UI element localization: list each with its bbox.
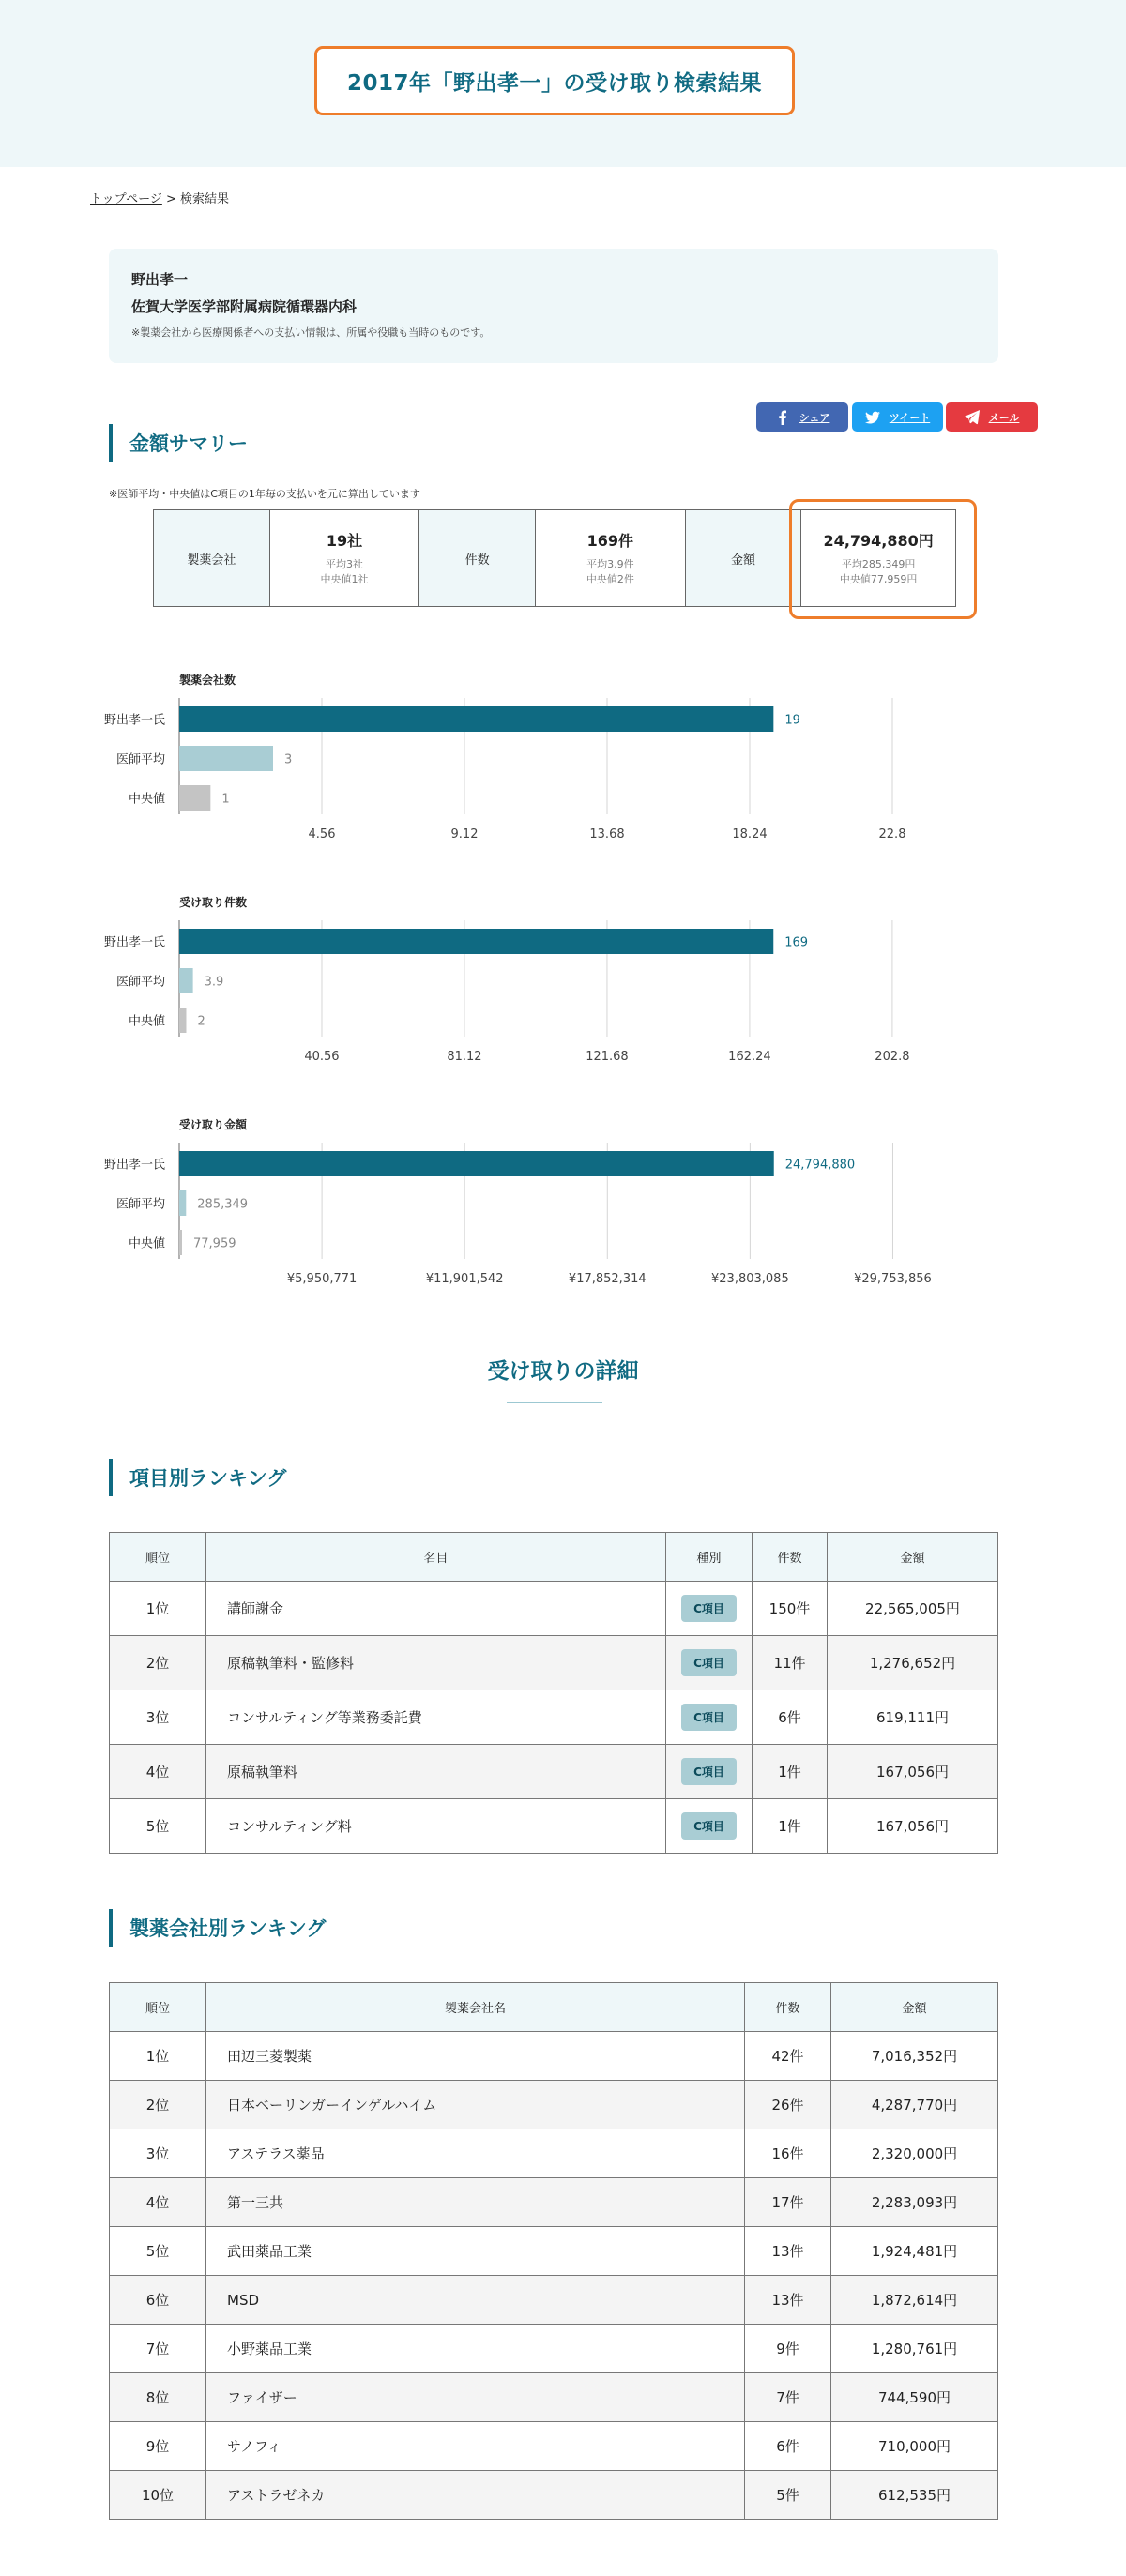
- amount-cell: 612,535円: [831, 2471, 998, 2520]
- item-ranking-header-row: [110, 1533, 998, 1582]
- breadcrumb: [90, 189, 229, 206]
- summary-companies-median: 中央値1社: [320, 573, 369, 585]
- summary-cases-median: 中央値2件: [586, 573, 634, 585]
- bar: [179, 1230, 182, 1255]
- rank-cell: 9位: [110, 2422, 206, 2471]
- summary-cases-cell: [536, 510, 686, 606]
- item-name-cell: コンサルティング等業務委託費: [206, 1690, 666, 1745]
- tick-label: 13.68: [589, 827, 625, 841]
- rank-cell: 5位: [110, 2227, 206, 2276]
- rank-cell: 2位: [110, 2081, 206, 2129]
- table-row: [110, 1745, 998, 1799]
- type-badge: C項目: [681, 1595, 737, 1622]
- value-label: 169: [784, 935, 809, 950]
- doctor-affiliation: 佐賀大学医学部附属病院循環器内科: [131, 298, 358, 315]
- column-header: 件数: [745, 1983, 831, 2032]
- column-header: 金額: [831, 1983, 998, 2032]
- category-label: 中央値: [128, 1014, 165, 1029]
- table-row: [110, 2276, 998, 2325]
- item-name-cell: 原稿執筆料: [206, 1745, 666, 1799]
- facebook-share-label: シェア: [799, 411, 830, 424]
- rank-cell: 2位: [110, 1636, 206, 1690]
- count-cell: 42件: [745, 2032, 831, 2081]
- count-cell: 6件: [753, 1690, 828, 1745]
- bar: [179, 929, 773, 954]
- type-cell: [666, 1582, 753, 1636]
- summary-companies-value: 19社: [326, 532, 363, 550]
- tick-label: 162.24: [728, 1050, 771, 1064]
- amount-cell: 22,565,005円: [828, 1582, 998, 1636]
- column-header: 順位: [110, 1983, 206, 2032]
- twitter-icon: [865, 410, 880, 425]
- summary-amount-value: 24,794,880円: [823, 532, 934, 550]
- summary-amount-avg: 平均285,349円: [841, 558, 916, 570]
- company-name-cell: 武田薬品工業: [206, 2227, 745, 2276]
- rank-cell: 4位: [110, 2178, 206, 2227]
- bar: [179, 785, 210, 811]
- item-name-cell: 講師謝金: [206, 1582, 666, 1636]
- tick-label: 40.56: [304, 1050, 340, 1064]
- rank-cell: 8位: [110, 2373, 206, 2422]
- amount-cell: 1,276,652円: [828, 1636, 998, 1690]
- category-label: 中央値: [128, 1236, 165, 1251]
- column-header: 製薬会社名: [206, 1983, 745, 2032]
- tick-label: ¥23,803,085: [711, 1272, 789, 1286]
- tick-label: 81.12: [447, 1050, 482, 1064]
- bar: [179, 706, 773, 732]
- table-row: [110, 1582, 998, 1636]
- type-badge: C項目: [681, 1704, 737, 1731]
- company-name-cell: 小野薬品工業: [206, 2325, 745, 2373]
- value-label: 1: [221, 792, 230, 807]
- count-cell: 13件: [745, 2227, 831, 2276]
- tick-label: 9.12: [450, 827, 479, 841]
- item-name-cell: コンサルティング料: [206, 1799, 666, 1854]
- type-cell: [666, 1690, 753, 1745]
- tweet-button[interactable]: [852, 402, 943, 432]
- rank-cell: 4位: [110, 1745, 206, 1799]
- company-ranking-table: [109, 1982, 998, 2520]
- table-row: [110, 2422, 998, 2471]
- table-row: [110, 1799, 998, 1854]
- company-name-cell: アステラス薬品: [206, 2129, 745, 2178]
- amount-cell: 2,283,093円: [831, 2178, 998, 2227]
- count-cell: 150件: [753, 1582, 828, 1636]
- mail-share-label: メール: [988, 411, 1020, 424]
- rank-cell: 6位: [110, 2276, 206, 2325]
- table-row: [110, 1690, 998, 1745]
- bar: [179, 746, 273, 771]
- chart-title: 受け取り件数: [179, 896, 248, 909]
- item-name-cell: 原稿執筆料・監修料: [206, 1636, 666, 1690]
- item-ranking-table: [109, 1532, 998, 1854]
- count-cell: 9件: [745, 2325, 831, 2373]
- breadcrumb-current: 検索結果: [180, 192, 230, 206]
- company-name-cell: ファイザー: [206, 2373, 745, 2422]
- summary-heading: 金額サマリー: [109, 424, 248, 462]
- table-row: [110, 2227, 998, 2276]
- type-cell: [666, 1799, 753, 1854]
- value-label: 77,959: [193, 1236, 236, 1251]
- company-name-cell: 第一三共: [206, 2178, 745, 2227]
- count-cell: 6件: [745, 2422, 831, 2471]
- amount-cell: 167,056円: [828, 1799, 998, 1854]
- hero-banner: [0, 0, 1126, 167]
- tick-label: ¥17,852,314: [568, 1272, 647, 1286]
- table-row: [110, 2471, 998, 2520]
- paper-plane-icon: [965, 410, 980, 425]
- facebook-share-button[interactable]: [756, 402, 848, 432]
- company-name-cell: 日本ベーリンガーインゲルハイム: [206, 2081, 745, 2129]
- doctor-name: 野出孝一: [131, 271, 189, 288]
- category-label: 医師平均: [115, 975, 165, 990]
- chart-title: 受け取り金額: [179, 1118, 248, 1131]
- summary-amount-label: 金額: [686, 510, 802, 606]
- breadcrumb-home-link[interactable]: トップページ: [90, 192, 162, 206]
- count-cell: 1件: [753, 1745, 828, 1799]
- detail-heading-underline: [507, 1402, 602, 1403]
- amount-cell: 167,056円: [828, 1745, 998, 1799]
- amount-highlight-frame: [789, 499, 977, 619]
- facebook-icon: [775, 410, 790, 425]
- count-cell: 7件: [745, 2373, 831, 2422]
- column-header: 順位: [110, 1533, 206, 1582]
- rank-cell: 3位: [110, 1690, 206, 1745]
- summary-companies-label: 製薬会社: [154, 510, 270, 606]
- tweet-label: ツイート: [889, 411, 931, 424]
- summary-companies-cell: [270, 510, 420, 606]
- rank-cell: 1位: [110, 1582, 206, 1636]
- detail-heading: 受け取りの詳細: [487, 1359, 639, 1384]
- bar: [179, 968, 193, 993]
- amount-cell: 1,280,761円: [831, 2325, 998, 2373]
- count-cell: 13件: [745, 2276, 831, 2325]
- profile-note: ※製薬会社から医療関係者への支払い情報は、所属や役職も当時のものです。: [131, 326, 491, 339]
- rank-cell: 10位: [110, 2471, 206, 2520]
- rank-cell: 5位: [110, 1799, 206, 1854]
- amount-cell: 1,924,481円: [831, 2227, 998, 2276]
- tick-label: 18.24: [732, 827, 768, 841]
- count-cell: 26件: [745, 2081, 831, 2129]
- company-name-cell: MSD: [206, 2276, 745, 2325]
- count-cell: 1件: [753, 1799, 828, 1854]
- value-label: 2: [197, 1014, 205, 1029]
- bar: [179, 1151, 774, 1176]
- bar: [179, 1190, 186, 1216]
- rank-cell: 1位: [110, 2032, 206, 2081]
- summary-cases-label: 件数: [419, 510, 536, 606]
- bar: [179, 1008, 186, 1033]
- page-title: 2017年「野出孝一」の受け取り検索結果: [314, 46, 795, 115]
- type-cell: [666, 1636, 753, 1690]
- comparison-charts: [0, 657, 1126, 1295]
- amount-cell: 710,000円: [831, 2422, 998, 2471]
- type-cell: [666, 1745, 753, 1799]
- table-row: [110, 2325, 998, 2373]
- rank-cell: 7位: [110, 2325, 206, 2373]
- mail-share-button[interactable]: [946, 402, 1038, 432]
- company-ranking-heading: 製薬会社別ランキング: [109, 1909, 326, 1947]
- rank-cell: 3位: [110, 2129, 206, 2178]
- type-badge: C項目: [681, 1758, 737, 1785]
- value-label: 3.9: [204, 975, 224, 990]
- breadcrumb-separator: >: [165, 192, 176, 206]
- category-label: 医師平均: [115, 752, 165, 767]
- tick-label: 22.8: [878, 827, 906, 841]
- type-badge: C項目: [681, 1649, 737, 1676]
- tick-label: 202.8: [875, 1050, 910, 1064]
- column-header: 件数: [753, 1533, 828, 1582]
- company-name-cell: 田辺三菱製薬: [206, 2032, 745, 2081]
- profile-card: [109, 249, 998, 363]
- tick-label: ¥11,901,542: [425, 1272, 504, 1286]
- amount-cell: 744,590円: [831, 2373, 998, 2422]
- count-cell: 16件: [745, 2129, 831, 2178]
- company-name-cell: アストラゼネカ: [206, 2471, 745, 2520]
- summary-amount-median: 中央値77,959円: [839, 573, 918, 585]
- count-cell: 17件: [745, 2178, 831, 2227]
- company-ranking-header-row: [110, 1983, 998, 2032]
- summary-cases-avg: 平均3.9件: [586, 558, 634, 570]
- column-header: 名目: [206, 1533, 666, 1582]
- category-label: 中央値: [128, 792, 165, 807]
- table-row: [110, 2081, 998, 2129]
- table-row: [110, 2129, 998, 2178]
- category-label: 野出孝一氏: [103, 713, 165, 728]
- column-header: 金額: [828, 1533, 998, 1582]
- summary-cases-value: 169件: [586, 532, 634, 550]
- category-label: 野出孝一氏: [103, 1158, 165, 1173]
- tick-label: ¥29,753,856: [854, 1272, 932, 1286]
- amount-cell: 4,287,770円: [831, 2081, 998, 2129]
- value-label: 24,794,880: [784, 1158, 856, 1173]
- amount-cell: 619,111円: [828, 1690, 998, 1745]
- tick-label: 121.68: [586, 1050, 629, 1064]
- amount-cell: 1,872,614円: [831, 2276, 998, 2325]
- tick-label: ¥5,950,771: [286, 1272, 358, 1286]
- value-label: 19: [784, 713, 800, 728]
- category-label: 医師平均: [115, 1197, 165, 1212]
- value-label: 3: [284, 752, 293, 767]
- value-label: 285,349: [197, 1197, 249, 1212]
- table-row: [110, 1636, 998, 1690]
- tick-label: 4.56: [308, 827, 336, 841]
- table-row: [110, 2373, 998, 2422]
- item-ranking-heading: 項目別ランキング: [109, 1459, 286, 1496]
- summary-companies-avg: 平均3社: [326, 558, 364, 570]
- company-name-cell: サノフィ: [206, 2422, 745, 2471]
- table-row: [110, 2032, 998, 2081]
- amount-cell: 2,320,000円: [831, 2129, 998, 2178]
- count-cell: 11件: [753, 1636, 828, 1690]
- type-badge: C項目: [681, 1812, 737, 1840]
- summary-basis-note: ※医師平均・中央値はC項目の1年毎の支払いを元に算出しています: [109, 488, 420, 500]
- count-cell: 5件: [745, 2471, 831, 2520]
- column-header: 種別: [666, 1533, 753, 1582]
- chart-title: 製薬会社数: [179, 674, 236, 687]
- table-row: [110, 2178, 998, 2227]
- category-label: 野出孝一氏: [103, 935, 165, 950]
- amount-cell: 7,016,352円: [831, 2032, 998, 2081]
